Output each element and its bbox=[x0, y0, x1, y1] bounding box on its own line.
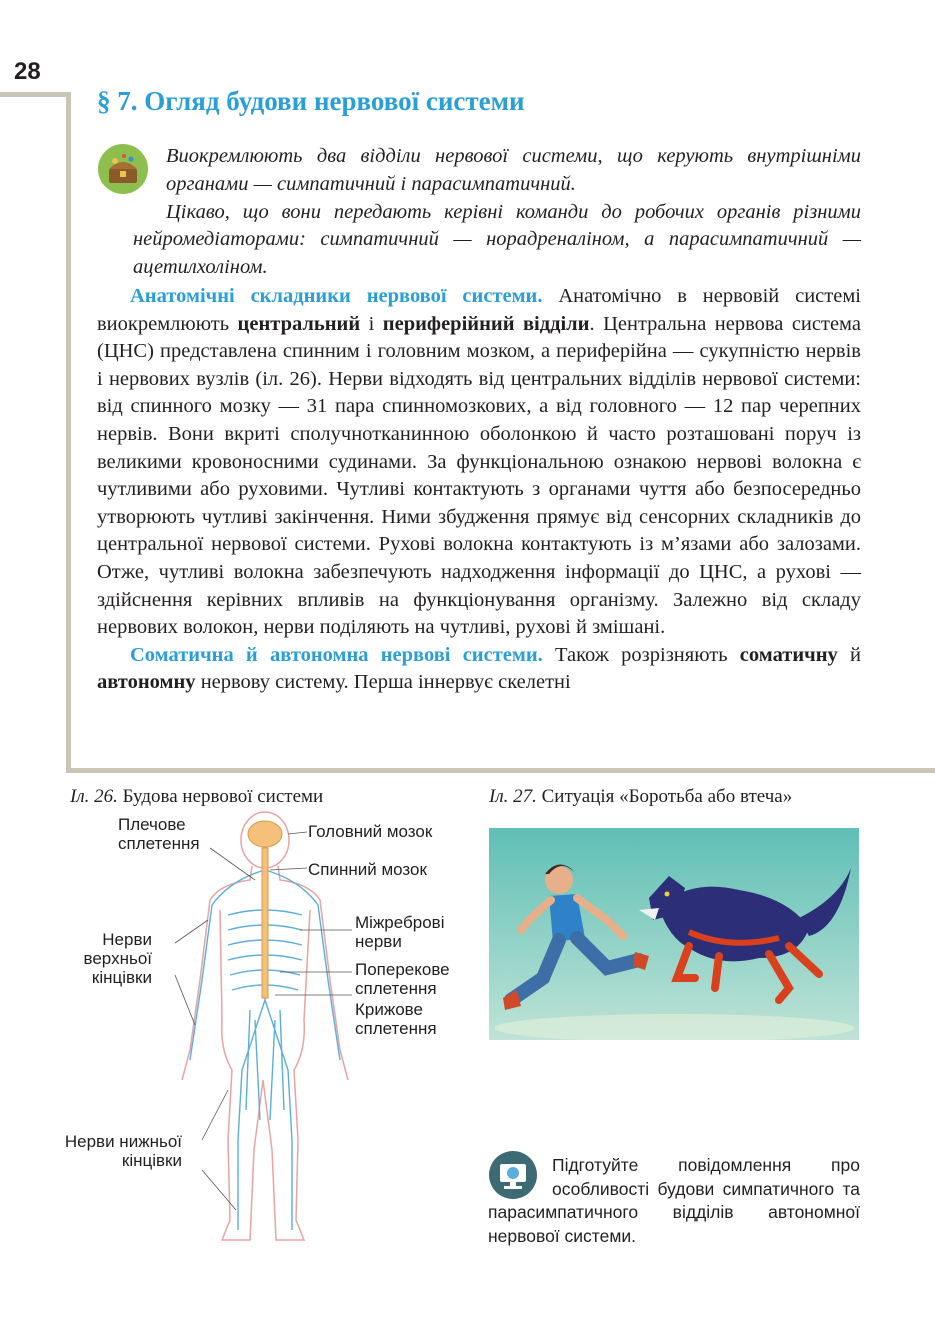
label-intercostal-nerves: Міжреброві нерви bbox=[355, 913, 445, 951]
task-block bbox=[488, 1154, 860, 1248]
intro-paragraph-2: Цікаво, що вони передають керівні команди до робочих органів різними нейромедіаторами: симпатичний — норадреналіном, а парасимпатичний — ацетилхоліном. bbox=[133, 200, 861, 279]
bold-term: периферійний відділи bbox=[382, 312, 590, 335]
bold-term: автономну bbox=[97, 671, 196, 694]
frame-left-rule bbox=[66, 92, 71, 772]
frame-top-rule bbox=[0, 92, 70, 97]
text-run: . Центральна нервова система (ЦНС) представлена спинним і головним мозком, а периферійна — сукупністю нервів і нервових вузлів (іл. 26). Нерви відходять від центральних відділів нервової системи: від спинного мозку — 31 пара спинномозкових, а від головного — 12 пар черепних нервів. Вони вкриті сполучнотканинною оболонкою й часто розташовані поруч із великими кровоносними судинами. За функціональною ознакою нервові волокна є чутливими або руховими. Чутливі контактують з органами чуття або безпосередньо утворюють чутливі закінчення. Ними збудження прямує від сенсорних складників до центральної нервової системи. Рухові волокна контактують із м’язами або залозами. Отже, чутливі волокна забезпечують надходження інформації до ЦНС, а рухові — здійснення керівних впливів на функціонування організму. Залежно від складу нервових волокон, нерви поділяють на чутливі, рухові й змішані. bbox=[97, 312, 861, 639]
paragraph-anatomy bbox=[97, 283, 861, 642]
nervous-system-diagram bbox=[60, 810, 480, 1250]
figure-27-caption bbox=[489, 786, 792, 808]
anatomy-heading: Анатомічні складники нервової системи. bbox=[130, 285, 543, 307]
caption-number: Іл. 27. bbox=[489, 786, 537, 807]
text-run: нервову систему. Перша іннервує скелетні bbox=[195, 671, 571, 694]
label-brain: Головний мозок bbox=[308, 822, 433, 841]
fight-or-flight-illustration bbox=[489, 828, 859, 1040]
label-upper-limb-nerves: Нерви верхньої кінцівки bbox=[83, 930, 152, 987]
label-sacral-plexus: Крижове сплетення bbox=[355, 1000, 437, 1038]
label-brachial-plexus bbox=[118, 815, 218, 853]
bold-term: центральний bbox=[237, 312, 361, 335]
frame-bottom-rule bbox=[66, 768, 935, 773]
section-title: § 7. Огляд будови нервової системи bbox=[97, 86, 525, 116]
text-run: Анатомічно в нервовій системі виокремлюють bbox=[97, 285, 861, 335]
text-run: Також розрізняють bbox=[542, 643, 740, 666]
somatic-heading: Соматична й автономна нервові системи. bbox=[130, 643, 543, 666]
caption-number: Іл. 26. bbox=[70, 786, 118, 807]
bold-term: соматичну bbox=[739, 643, 838, 666]
label-lumbar-plexus: Поперекове сплетення bbox=[355, 960, 450, 998]
label-spinal-cord: Спинний мозок bbox=[308, 860, 427, 879]
label-text: Плечове сплетення bbox=[118, 815, 200, 853]
figure-26-caption bbox=[70, 786, 323, 808]
caption-text: Будова нервової системи bbox=[117, 786, 324, 807]
task-text: Підготуйте повідомлення про особливості будови симпатичного та парасимпатичного відділів автономної нервової системи. bbox=[488, 1155, 860, 1246]
text-run: й bbox=[837, 643, 862, 666]
page-number: 28 bbox=[14, 58, 41, 85]
intro-fact-block bbox=[133, 143, 861, 282]
main-text bbox=[97, 283, 861, 697]
caption-text: Ситуація «Боротьба або втеча» bbox=[536, 786, 793, 807]
text-run: і bbox=[360, 312, 383, 335]
intro-paragraph-1: Виокремлюють два відділи нервової системи, що керують внутрішніми органами — симпатичний і парасимпатичний. bbox=[166, 145, 861, 195]
paragraph-somatic bbox=[97, 642, 861, 697]
label-lower-limb-nerves: Нерви нижньої кінцівки bbox=[64, 1132, 182, 1170]
